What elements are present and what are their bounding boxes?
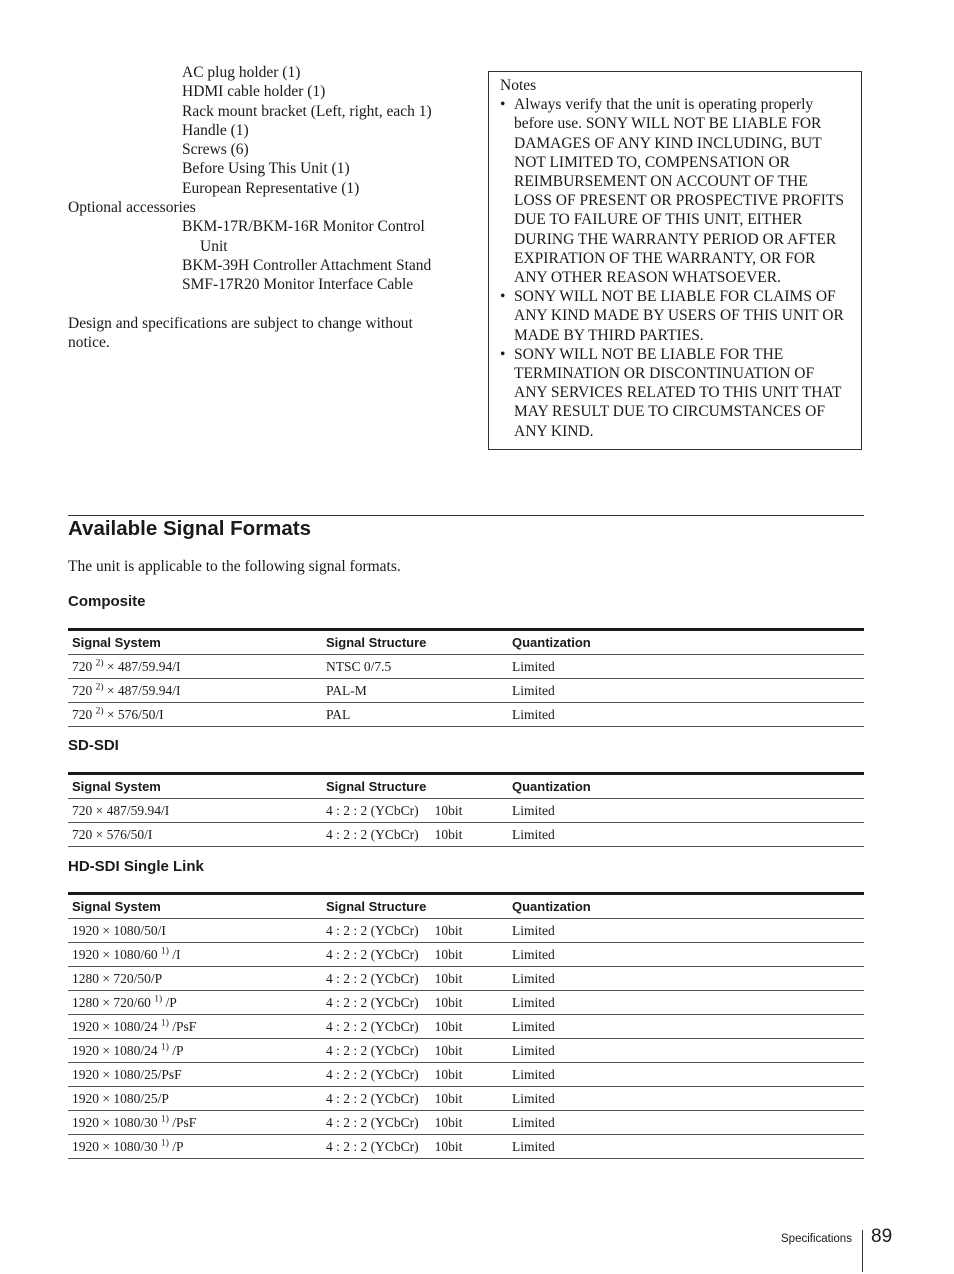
bullet-icon: •	[500, 96, 506, 114]
table-row	[68, 679, 864, 703]
list-item: Handle (1)	[182, 121, 249, 139]
table-title-sd-sdi: SD-SDI	[68, 737, 119, 754]
column-header-signal-structure: Signal Structure	[322, 774, 508, 799]
cell-signal-system: 1920 × 1080/60 $^{1)}$ /I	[68, 943, 322, 967]
table-row	[68, 967, 864, 991]
section-intro: The unit is applicable to the following signal formats.	[68, 558, 401, 575]
table-row	[68, 1135, 864, 1159]
cell-quantization: Limited	[508, 799, 864, 823]
cell-signal-structure: NTSC 0/7.5	[322, 655, 508, 679]
cell-signal-structure: 4 : 2 : 2 (YCbCr) 10bit	[322, 943, 508, 967]
cell-signal-system: 1280 × 720/60 $^{1)}$ /P	[68, 991, 322, 1015]
bullet-icon: •	[500, 345, 506, 363]
column-header-quantization: Quantization	[508, 630, 864, 655]
list-item: Rack mount bracket (Left, right, each 1)	[182, 102, 432, 120]
footer-section-label: Specifications	[781, 1233, 852, 1245]
cell-signal-structure: 4 : 2 : 2 (YCbCr) 10bit	[322, 1015, 508, 1039]
hd-sdi-table	[68, 892, 864, 1159]
cell-quantization: Limited	[508, 1111, 864, 1135]
cell-quantization: Limited	[508, 1015, 864, 1039]
table-row	[68, 1039, 864, 1063]
optional-accessories-label: Optional accessories	[68, 199, 196, 217]
list-item: HDMI cable holder (1)	[182, 83, 326, 101]
list-item: European Representative (1)	[182, 179, 360, 197]
list-item: Before Using This Unit (1)	[182, 160, 350, 178]
cell-signal-system: 720 × 487/59.94/I	[68, 799, 322, 823]
accessories-list	[68, 63, 448, 352]
note-item	[500, 287, 849, 345]
list-item: SMF-17R20 Monitor Interface Cable	[182, 276, 414, 294]
table-row	[68, 799, 864, 823]
table-row	[68, 1087, 864, 1111]
table-row	[68, 703, 864, 727]
cell-signal-system: 720 $^{2)}$ × 487/59.94/I	[68, 679, 322, 703]
table-row	[68, 991, 864, 1015]
cell-signal-structure: 4 : 2 : 2 (YCbCr) 10bit	[322, 1063, 508, 1087]
composite-table	[68, 628, 864, 727]
note-text: Always verify that the unit is operating properly before use. SONY WILL NOT BE LIABLE FOR DAMAGES OF ANY KIND INCLUDING, BUT NOT LIMITED TO, COMPENSATION OR REIMBURSEMENT ON ACCOUNT OF THE LOSS OF PRESENT OR PROSPECTIVE PROFITS DUE TO FAILURE OF THIS UNIT, EITHER DURING THE WARRANTY PERIOD OR AFTER EXPIRATION OF THE WARRANTY, OR FOR ANY OTHER REASON WHATSOEVER.	[514, 96, 845, 287]
cell-signal-system: 1920 × 1080/25/PsF	[68, 1063, 322, 1087]
cell-signal-system: 1920 × 1080/50/I	[68, 919, 322, 943]
cell-signal-system: 720 × 576/50/I	[68, 823, 322, 847]
cell-signal-system: 720 $^{2)}$ × 487/59.94/I	[68, 655, 322, 679]
footer-divider	[862, 1230, 863, 1272]
cell-quantization: Limited	[508, 823, 864, 847]
cell-signal-system: 1280 × 720/50/P	[68, 967, 322, 991]
table-header-row	[68, 774, 864, 799]
cell-quantization: Limited	[508, 943, 864, 967]
column-header-quantization: Quantization	[508, 774, 864, 799]
column-header-quantization: Quantization	[508, 894, 864, 919]
cell-signal-system: 1920 × 1080/24 $^{1)}$ /PsF	[68, 1015, 322, 1039]
note-text: SONY WILL NOT BE LIABLE FOR CLAIMS OF ANY KIND MADE BY USERS OF THIS UNIT OR MADE BY THIRD PARTIES.	[514, 288, 844, 344]
notes-box	[488, 71, 862, 450]
notes-list	[500, 95, 849, 441]
column-header-signal-structure: Signal Structure	[322, 630, 508, 655]
column-header-signal-system: Signal System	[68, 630, 322, 655]
cell-quantization: Limited	[508, 919, 864, 943]
cell-signal-structure: 4 : 2 : 2 (YCbCr) 10bit	[322, 967, 508, 991]
cell-signal-structure: 4 : 2 : 2 (YCbCr) 10bit	[322, 1087, 508, 1111]
cell-signal-system: 1920 × 1080/30 $^{1)}$ /P	[68, 1135, 322, 1159]
cell-signal-structure: 4 : 2 : 2 (YCbCr) 10bit	[322, 1111, 508, 1135]
note-item	[500, 95, 849, 287]
cell-signal-structure: 4 : 2 : 2 (YCbCr) 10bit	[322, 1039, 508, 1063]
spacer	[68, 295, 448, 314]
cell-signal-system: 1920 × 1080/30 $^{1)}$ /PsF	[68, 1111, 322, 1135]
cell-signal-system: 1920 × 1080/25/P	[68, 1087, 322, 1111]
note-text: SONY WILL NOT BE LIABLE FOR THE TERMINATION OR DISCONTINUATION OF ANY SERVICES RELATED TO THIS UNIT THAT MAY RESULT DUE TO CIRCUMSTANCES OF ANY KIND.	[514, 345, 842, 440]
list-item: BKM-39H Controller Attachment Stand	[182, 256, 432, 274]
table-row	[68, 943, 864, 967]
table-row	[68, 919, 864, 943]
section-divider	[68, 515, 864, 516]
cell-signal-structure: 4 : 2 : 2 (YCbCr) 10bit	[322, 919, 508, 943]
table-row	[68, 823, 864, 847]
column-header-signal-structure: Signal Structure	[322, 894, 508, 919]
cell-quantization: Limited	[508, 655, 864, 679]
cell-quantization: Limited	[508, 991, 864, 1015]
note-item	[500, 345, 849, 441]
page-number: 89	[871, 1226, 893, 1247]
cell-signal-system: 720 $^{2)}$ × 576/50/I	[68, 703, 322, 727]
list-item: BKM-17R/BKM-16R Monitor Control Unit	[182, 218, 425, 255]
cell-signal-structure: 4 : 2 : 2 (YCbCr) 10bit	[322, 799, 508, 823]
column-header-signal-system: Signal System	[68, 774, 322, 799]
cell-signal-structure: 4 : 2 : 2 (YCbCr) 10bit	[322, 991, 508, 1015]
cell-quantization: Limited	[508, 679, 864, 703]
table-title-composite: Composite	[68, 593, 146, 610]
table-row	[68, 1015, 864, 1039]
supplied-accessories	[182, 63, 448, 198]
table-row	[68, 655, 864, 679]
bullet-icon: •	[500, 288, 506, 306]
table-title-hd-sdi-single-link: HD-SDI Single Link	[68, 858, 204, 875]
table-row	[68, 1111, 864, 1135]
cell-quantization: Limited	[508, 1135, 864, 1159]
cell-quantization: Limited	[508, 1039, 864, 1063]
column-header-signal-system: Signal System	[68, 894, 322, 919]
cell-signal-structure: 4 : 2 : 2 (YCbCr) 10bit	[322, 823, 508, 847]
list-item: Screws (6)	[182, 141, 249, 159]
cell-signal-structure: PAL-M	[322, 679, 508, 703]
cell-quantization: Limited	[508, 1087, 864, 1111]
cell-quantization: Limited	[508, 703, 864, 727]
design-note: Design and specifications are subject to change without notice.	[68, 314, 413, 351]
cell-signal-system: 1920 × 1080/24 $^{1)}$ /P	[68, 1039, 322, 1063]
list-item: AC plug holder (1)	[182, 64, 301, 81]
cell-signal-structure: 4 : 2 : 2 (YCbCr) 10bit	[322, 1135, 508, 1159]
table-row	[68, 1063, 864, 1087]
section-title: Available Signal Formats	[68, 517, 312, 540]
table-header-row	[68, 894, 864, 919]
cell-quantization: Limited	[508, 967, 864, 991]
cell-signal-structure: PAL	[322, 703, 508, 727]
table-header-row	[68, 630, 864, 655]
sd-sdi-table	[68, 772, 864, 847]
optional-accessories	[182, 217, 448, 294]
notes-title: Notes	[500, 77, 537, 94]
cell-quantization: Limited	[508, 1063, 864, 1087]
